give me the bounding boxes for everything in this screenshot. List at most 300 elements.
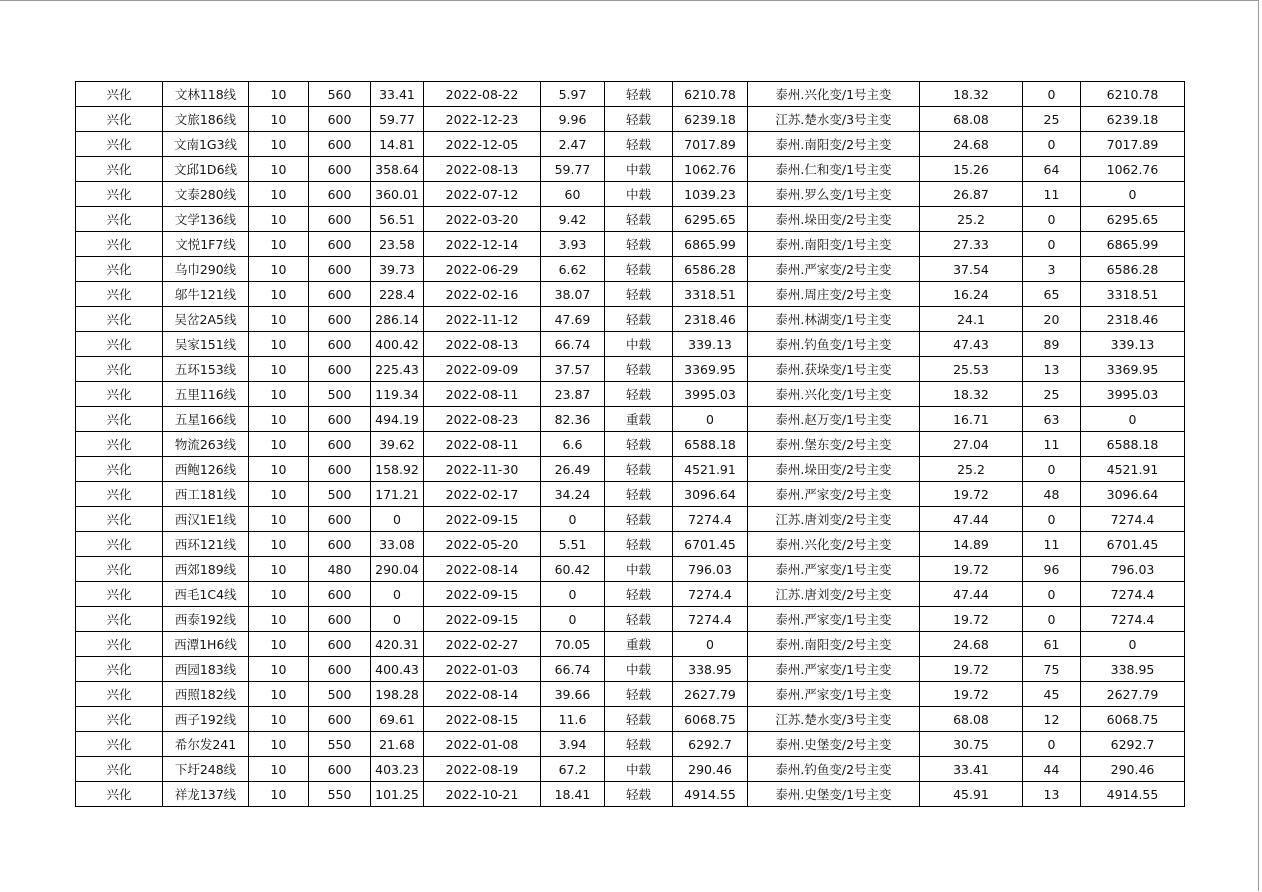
line-name-cell: 文泰280线: [163, 182, 249, 207]
load-status-cell: 轻载: [605, 82, 673, 107]
date-cell: 2022-11-30: [424, 457, 541, 482]
load-status-cell: 轻载: [605, 732, 673, 757]
load-rate-cell: 9.96: [541, 107, 605, 132]
capacity-cell: 600: [309, 657, 371, 682]
line-name-cell: 邬牛121线: [163, 282, 249, 307]
load-rate-cell: 70.05: [541, 632, 605, 657]
transformer-load-rate-cell: 47.44: [920, 507, 1023, 532]
load-status-cell: 轻载: [605, 582, 673, 607]
transformer-load-rate-cell: 19.72: [920, 682, 1023, 707]
capacity-cell: 600: [309, 757, 371, 782]
load-status-cell: 中载: [605, 157, 673, 182]
line-name-cell: 西环121线: [163, 532, 249, 557]
load-cell: 494.19: [371, 407, 424, 432]
remaining-capacity-cell: 7274.4: [1081, 582, 1185, 607]
transformer-load-rate-cell: 24.1: [920, 307, 1023, 332]
transformer-cell: 泰州.严家变/1号主变: [748, 557, 920, 582]
region-cell: 兴化: [76, 282, 163, 307]
region-cell: 兴化: [76, 82, 163, 107]
table-row: [76, 82, 1185, 107]
remaining-capacity-cell: 3369.95: [1081, 357, 1185, 382]
transformer-load-rate-cell: 18.32: [920, 82, 1023, 107]
capacity-cell: 550: [309, 732, 371, 757]
table-row: [76, 107, 1185, 132]
load-rate-cell: 60.42: [541, 557, 605, 582]
voltage-cell: 10: [249, 107, 309, 132]
capacity-cell: 500: [309, 682, 371, 707]
count-cell: 89: [1023, 332, 1081, 357]
capacity-cell: 600: [309, 307, 371, 332]
table-row: [76, 382, 1185, 407]
region-cell: 兴化: [76, 257, 163, 282]
table-row: [76, 282, 1185, 307]
date-cell: 2022-09-15: [424, 607, 541, 632]
date-cell: 2022-08-14: [424, 682, 541, 707]
available-capacity-cell: 6586.28: [673, 257, 748, 282]
line-name-cell: 下圩248线: [163, 757, 249, 782]
region-cell: 兴化: [76, 307, 163, 332]
voltage-cell: 10: [249, 282, 309, 307]
available-capacity-cell: 2627.79: [673, 682, 748, 707]
capacity-cell: 600: [309, 607, 371, 632]
capacity-cell: 560: [309, 82, 371, 107]
transformer-load-rate-cell: 68.08: [920, 107, 1023, 132]
transformer-load-rate-cell: 25.2: [920, 207, 1023, 232]
load-cell: 400.42: [371, 332, 424, 357]
count-cell: 44: [1023, 757, 1081, 782]
transformer-cell: 泰州.钓鱼变/1号主变: [748, 332, 920, 357]
load-rate-cell: 39.66: [541, 682, 605, 707]
region-cell: 兴化: [76, 182, 163, 207]
transformer-cell: 泰州.南阳变/2号主变: [748, 132, 920, 157]
line-name-cell: 祥龙137线: [163, 782, 249, 807]
table-row: [76, 507, 1185, 532]
load-cell: 360.01: [371, 182, 424, 207]
load-cell: 158.92: [371, 457, 424, 482]
voltage-cell: 10: [249, 82, 309, 107]
transformer-load-rate-cell: 25.53: [920, 357, 1023, 382]
voltage-cell: 10: [249, 382, 309, 407]
table-row: [76, 207, 1185, 232]
count-cell: 3: [1023, 257, 1081, 282]
transformer-load-rate-cell: 68.08: [920, 707, 1023, 732]
load-cell: 33.08: [371, 532, 424, 557]
region-cell: 兴化: [76, 157, 163, 182]
transformer-cell: 泰州.严家变/2号主变: [748, 482, 920, 507]
region-cell: 兴化: [76, 782, 163, 807]
data-table: [75, 81, 1185, 807]
region-cell: 兴化: [76, 632, 163, 657]
voltage-cell: 10: [249, 232, 309, 257]
transformer-cell: 泰州.林湖变/1号主变: [748, 307, 920, 332]
available-capacity-cell: 4521.91: [673, 457, 748, 482]
load-cell: 358.64: [371, 157, 424, 182]
region-cell: 兴化: [76, 132, 163, 157]
available-capacity-cell: 7017.89: [673, 132, 748, 157]
load-rate-cell: 34.24: [541, 482, 605, 507]
voltage-cell: 10: [249, 657, 309, 682]
capacity-cell: 600: [309, 232, 371, 257]
voltage-cell: 10: [249, 757, 309, 782]
remaining-capacity-cell: 290.46: [1081, 757, 1185, 782]
available-capacity-cell: 1062.76: [673, 157, 748, 182]
remaining-capacity-cell: 6210.78: [1081, 82, 1185, 107]
load-rate-cell: 37.57: [541, 357, 605, 382]
voltage-cell: 10: [249, 257, 309, 282]
date-cell: 2022-02-16: [424, 282, 541, 307]
remaining-capacity-cell: 796.03: [1081, 557, 1185, 582]
count-cell: 11: [1023, 432, 1081, 457]
line-name-cell: 文旅186线: [163, 107, 249, 132]
line-name-cell: 西汉1E1线: [163, 507, 249, 532]
load-status-cell: 中载: [605, 757, 673, 782]
count-cell: 0: [1023, 232, 1081, 257]
count-cell: 11: [1023, 532, 1081, 557]
load-rate-cell: 2.47: [541, 132, 605, 157]
capacity-cell: 600: [309, 532, 371, 557]
load-rate-cell: 60: [541, 182, 605, 207]
table-row: [76, 332, 1185, 357]
load-rate-cell: 9.42: [541, 207, 605, 232]
load-status-cell: 轻载: [605, 232, 673, 257]
remaining-capacity-cell: 3318.51: [1081, 282, 1185, 307]
transformer-cell: 泰州.兴化变/1号主变: [748, 82, 920, 107]
line-name-cell: 西郊189线: [163, 557, 249, 582]
line-name-cell: 文林118线: [163, 82, 249, 107]
date-cell: 2022-11-12: [424, 307, 541, 332]
table-row: [76, 707, 1185, 732]
available-capacity-cell: 338.95: [673, 657, 748, 682]
voltage-cell: 10: [249, 182, 309, 207]
transformer-cell: 泰州.南阳变/2号主变: [748, 632, 920, 657]
line-name-cell: 吴岔2A5线: [163, 307, 249, 332]
capacity-cell: 500: [309, 482, 371, 507]
table-row: [76, 532, 1185, 557]
table-row: [76, 182, 1185, 207]
count-cell: 11: [1023, 182, 1081, 207]
remaining-capacity-cell: 6292.7: [1081, 732, 1185, 757]
voltage-cell: 10: [249, 457, 309, 482]
date-cell: 2022-08-13: [424, 157, 541, 182]
transformer-cell: 泰州.堡东变/2号主变: [748, 432, 920, 457]
table-row: [76, 307, 1185, 332]
capacity-cell: 600: [309, 507, 371, 532]
voltage-cell: 10: [249, 707, 309, 732]
remaining-capacity-cell: 2627.79: [1081, 682, 1185, 707]
region-cell: 兴化: [76, 232, 163, 257]
count-cell: 61: [1023, 632, 1081, 657]
region-cell: 兴化: [76, 657, 163, 682]
transformer-load-rate-cell: 24.68: [920, 132, 1023, 157]
load-cell: 39.73: [371, 257, 424, 282]
load-cell: 101.25: [371, 782, 424, 807]
line-name-cell: 文悦1F7线: [163, 232, 249, 257]
remaining-capacity-cell: 338.95: [1081, 657, 1185, 682]
capacity-cell: 600: [309, 207, 371, 232]
table-row: [76, 682, 1185, 707]
count-cell: 0: [1023, 607, 1081, 632]
load-cell: 119.34: [371, 382, 424, 407]
available-capacity-cell: 0: [673, 632, 748, 657]
load-rate-cell: 3.93: [541, 232, 605, 257]
transformer-cell: 泰州.严家变/2号主变: [748, 257, 920, 282]
transformer-load-rate-cell: 16.71: [920, 407, 1023, 432]
transformer-load-rate-cell: 19.72: [920, 657, 1023, 682]
transformer-load-rate-cell: 18.32: [920, 382, 1023, 407]
load-cell: 403.23: [371, 757, 424, 782]
load-status-cell: 轻载: [605, 607, 673, 632]
capacity-cell: 600: [309, 407, 371, 432]
transformer-cell: 泰州.兴化变/1号主变: [748, 382, 920, 407]
table-row: [76, 757, 1185, 782]
load-cell: 56.51: [371, 207, 424, 232]
table-row: [76, 157, 1185, 182]
capacity-cell: 600: [309, 182, 371, 207]
region-cell: 兴化: [76, 482, 163, 507]
date-cell: 2022-08-23: [424, 407, 541, 432]
load-status-cell: 轻载: [605, 357, 673, 382]
transformer-load-rate-cell: 15.26: [920, 157, 1023, 182]
load-rate-cell: 82.36: [541, 407, 605, 432]
date-cell: 2022-08-11: [424, 382, 541, 407]
available-capacity-cell: 6588.18: [673, 432, 748, 457]
load-status-cell: 轻载: [605, 782, 673, 807]
available-capacity-cell: 6210.78: [673, 82, 748, 107]
capacity-cell: 600: [309, 157, 371, 182]
load-cell: 286.14: [371, 307, 424, 332]
table-row: [76, 782, 1185, 807]
load-cell: 33.41: [371, 82, 424, 107]
available-capacity-cell: 339.13: [673, 332, 748, 357]
transformer-load-rate-cell: 14.89: [920, 532, 1023, 557]
voltage-cell: 10: [249, 732, 309, 757]
load-cell: 400.43: [371, 657, 424, 682]
count-cell: 0: [1023, 207, 1081, 232]
voltage-cell: 10: [249, 157, 309, 182]
load-status-cell: 轻载: [605, 207, 673, 232]
load-rate-cell: 38.07: [541, 282, 605, 307]
table-row: [76, 557, 1185, 582]
load-rate-cell: 26.49: [541, 457, 605, 482]
region-cell: 兴化: [76, 432, 163, 457]
transformer-load-rate-cell: 47.43: [920, 332, 1023, 357]
date-cell: 2022-07-12: [424, 182, 541, 207]
load-cell: 14.81: [371, 132, 424, 157]
table-row: [76, 732, 1185, 757]
transformer-cell: 江苏.唐刘变/2号主变: [748, 507, 920, 532]
voltage-cell: 10: [249, 557, 309, 582]
line-name-cell: 五星166线: [163, 407, 249, 432]
region-cell: 兴化: [76, 457, 163, 482]
voltage-cell: 10: [249, 682, 309, 707]
region-cell: 兴化: [76, 107, 163, 132]
count-cell: 13: [1023, 782, 1081, 807]
count-cell: 0: [1023, 82, 1081, 107]
table-row: [76, 407, 1185, 432]
transformer-cell: 泰州.严家变/1号主变: [748, 682, 920, 707]
load-rate-cell: 5.97: [541, 82, 605, 107]
transformer-cell: 泰州.史堡变/1号主变: [748, 782, 920, 807]
count-cell: 96: [1023, 557, 1081, 582]
line-name-cell: 西潭1H6线: [163, 632, 249, 657]
load-status-cell: 轻载: [605, 307, 673, 332]
load-status-cell: 轻载: [605, 382, 673, 407]
load-cell: 0: [371, 507, 424, 532]
capacity-cell: 600: [309, 357, 371, 382]
date-cell: 2022-02-17: [424, 482, 541, 507]
date-cell: 2022-08-22: [424, 82, 541, 107]
count-cell: 0: [1023, 732, 1081, 757]
date-cell: 2022-09-15: [424, 507, 541, 532]
available-capacity-cell: 6292.7: [673, 732, 748, 757]
available-capacity-cell: 6068.75: [673, 707, 748, 732]
region-cell: 兴化: [76, 557, 163, 582]
transformer-load-rate-cell: 24.68: [920, 632, 1023, 657]
available-capacity-cell: 0: [673, 407, 748, 432]
line-name-cell: 文学136线: [163, 207, 249, 232]
date-cell: 2022-05-20: [424, 532, 541, 557]
count-cell: 20: [1023, 307, 1081, 332]
region-cell: 兴化: [76, 532, 163, 557]
line-name-cell: 西鲍126线: [163, 457, 249, 482]
date-cell: 2022-08-11: [424, 432, 541, 457]
transformer-cell: 泰州.垛田变/2号主变: [748, 207, 920, 232]
load-status-cell: 轻载: [605, 132, 673, 157]
remaining-capacity-cell: 4914.55: [1081, 782, 1185, 807]
load-status-cell: 轻载: [605, 682, 673, 707]
capacity-cell: 600: [309, 332, 371, 357]
available-capacity-cell: 3318.51: [673, 282, 748, 307]
load-status-cell: 轻载: [605, 107, 673, 132]
voltage-cell: 10: [249, 632, 309, 657]
line-name-cell: 物流263线: [163, 432, 249, 457]
count-cell: 65: [1023, 282, 1081, 307]
transformer-load-rate-cell: 19.72: [920, 607, 1023, 632]
load-rate-cell: 18.41: [541, 782, 605, 807]
region-cell: 兴化: [76, 757, 163, 782]
transformer-cell: 泰州.史堡变/2号主变: [748, 732, 920, 757]
transformer-load-rate-cell: 26.87: [920, 182, 1023, 207]
load-rate-cell: 11.6: [541, 707, 605, 732]
table-row: [76, 657, 1185, 682]
remaining-capacity-cell: 2318.46: [1081, 307, 1185, 332]
capacity-cell: 600: [309, 632, 371, 657]
load-status-cell: 中载: [605, 557, 673, 582]
count-cell: 12: [1023, 707, 1081, 732]
load-rate-cell: 5.51: [541, 532, 605, 557]
available-capacity-cell: 796.03: [673, 557, 748, 582]
capacity-cell: 600: [309, 257, 371, 282]
date-cell: 2022-08-14: [424, 557, 541, 582]
date-cell: 2022-12-05: [424, 132, 541, 157]
line-name-cell: 吴家151线: [163, 332, 249, 357]
load-cell: 69.61: [371, 707, 424, 732]
load-status-cell: 轻载: [605, 282, 673, 307]
count-cell: 0: [1023, 457, 1081, 482]
load-status-cell: 中载: [605, 182, 673, 207]
table-row: [76, 357, 1185, 382]
load-cell: 198.28: [371, 682, 424, 707]
region-cell: 兴化: [76, 707, 163, 732]
date-cell: 2022-08-15: [424, 707, 541, 732]
transformer-load-rate-cell: 37.54: [920, 257, 1023, 282]
capacity-cell: 550: [309, 782, 371, 807]
remaining-capacity-cell: 6865.99: [1081, 232, 1185, 257]
line-name-cell: 文南1G3线: [163, 132, 249, 157]
table-row: [76, 432, 1185, 457]
load-rate-cell: 66.74: [541, 332, 605, 357]
capacity-cell: 600: [309, 707, 371, 732]
available-capacity-cell: 2318.46: [673, 307, 748, 332]
transformer-cell: 泰州.获垛变/1号主变: [748, 357, 920, 382]
line-name-cell: 五里116线: [163, 382, 249, 407]
transformer-load-rate-cell: 19.72: [920, 557, 1023, 582]
load-status-cell: 轻载: [605, 707, 673, 732]
available-capacity-cell: 6865.99: [673, 232, 748, 257]
available-capacity-cell: 7274.4: [673, 507, 748, 532]
load-cell: 171.21: [371, 482, 424, 507]
voltage-cell: 10: [249, 357, 309, 382]
load-cell: 0: [371, 582, 424, 607]
available-capacity-cell: 3096.64: [673, 482, 748, 507]
table-body: [76, 82, 1185, 807]
transformer-cell: 江苏.楚水变/3号主变: [748, 107, 920, 132]
capacity-cell: 600: [309, 432, 371, 457]
date-cell: 2022-01-03: [424, 657, 541, 682]
voltage-cell: 10: [249, 782, 309, 807]
region-cell: 兴化: [76, 407, 163, 432]
date-cell: 2022-10-21: [424, 782, 541, 807]
load-status-cell: 轻载: [605, 482, 673, 507]
load-cell: 59.77: [371, 107, 424, 132]
line-name-cell: 西照182线: [163, 682, 249, 707]
remaining-capacity-cell: 7017.89: [1081, 132, 1185, 157]
load-status-cell: 重载: [605, 632, 673, 657]
date-cell: 2022-02-27: [424, 632, 541, 657]
remaining-capacity-cell: 6701.45: [1081, 532, 1185, 557]
table-row: [76, 232, 1185, 257]
remaining-capacity-cell: 6586.28: [1081, 257, 1185, 282]
load-rate-cell: 59.77: [541, 157, 605, 182]
region-cell: 兴化: [76, 507, 163, 532]
transformer-cell: 泰州.南阳变/1号主变: [748, 232, 920, 257]
remaining-capacity-cell: 0: [1081, 182, 1185, 207]
date-cell: 2022-06-29: [424, 257, 541, 282]
available-capacity-cell: 6701.45: [673, 532, 748, 557]
date-cell: 2022-12-14: [424, 232, 541, 257]
remaining-capacity-cell: 6588.18: [1081, 432, 1185, 457]
transformer-cell: 泰州.钓鱼变/2号主变: [748, 757, 920, 782]
available-capacity-cell: 6239.18: [673, 107, 748, 132]
date-cell: 2022-03-20: [424, 207, 541, 232]
date-cell: 2022-08-19: [424, 757, 541, 782]
count-cell: 0: [1023, 507, 1081, 532]
load-rate-cell: 3.94: [541, 732, 605, 757]
transformer-load-rate-cell: 19.72: [920, 482, 1023, 507]
transformer-load-rate-cell: 27.04: [920, 432, 1023, 457]
available-capacity-cell: 1039.23: [673, 182, 748, 207]
table-row: [76, 257, 1185, 282]
date-cell: 2022-09-09: [424, 357, 541, 382]
load-status-cell: 轻载: [605, 432, 673, 457]
transformer-cell: 泰州.罗么变/1号主变: [748, 182, 920, 207]
capacity-cell: 600: [309, 282, 371, 307]
load-cell: 420.31: [371, 632, 424, 657]
line-name-cell: 希尔发241: [163, 732, 249, 757]
region-cell: 兴化: [76, 207, 163, 232]
remaining-capacity-cell: 6239.18: [1081, 107, 1185, 132]
load-cell: 228.4: [371, 282, 424, 307]
